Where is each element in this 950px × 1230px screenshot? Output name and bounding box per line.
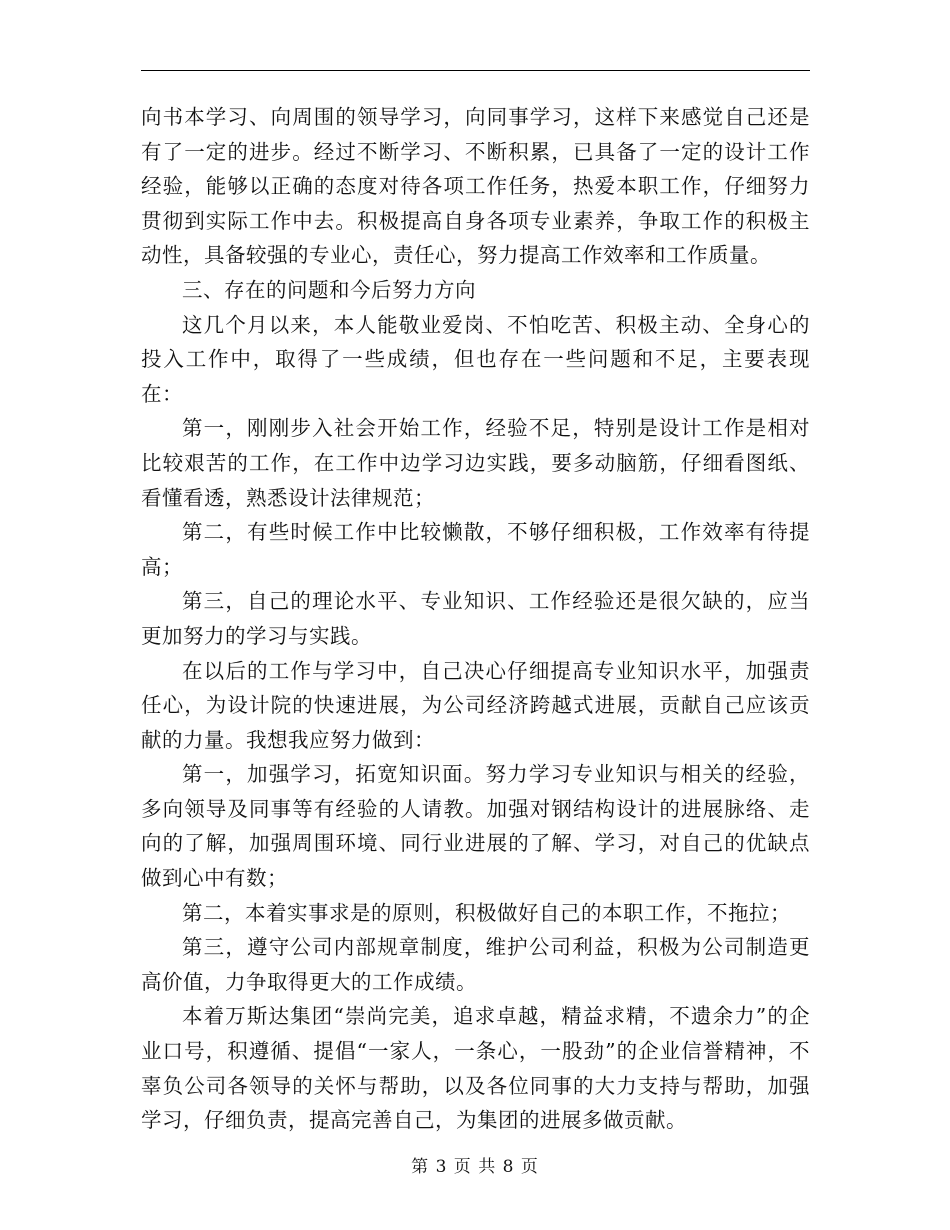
paragraph-8: 第一，加强学习，拓宽知识面。努力学习专业知识与相关的经验，多向领导及同事等有经验的人请教。加强对钢结构设计的进展脉络、走向的了解，加强周围环境、同行业进展的了解、学习，对自己的优缺点做到心中有数； [141,762,810,891]
document-body [141,100,810,1138]
paragraph-5: 第二，有些时候工作中比较懒散，不够仔细积极，工作效率有待提高； [141,520,810,579]
paragraph-9: 第二，本着实事求是的原则，积极做好自己的本职工作，不拖拉； [182,900,791,925]
paragraph-7: 在以后的工作与学习中，自己决心仔细提高专业知识水平，加强责任心，为设计院的快速进展，为公司经济跨越式进展，贡献自己应该贡献的力量。我想我应努力做到： [141,658,810,752]
paragraph-11: 本着万斯达集团“崇尚完美，追求卓越，精益求精，不遗余力”的企业口号，积遵循、提倡“一家人，一条心，一股劲”的企业信誉精神，不辜负公司各领导的关怀与帮助，以及各位同事的大力支持与帮助，加强学习，仔细负责，提高完善自己，为集团的进展多做贡献。 [141,1004,810,1133]
paragraph-4: 第一，刚刚步入社会开始工作，经验不足，特别是设计工作是相对比较艰苦的工作，在工作中边学习边实践，要多动脑筋，仔细看图纸、看懂看透，熟悉设计法律规范； [141,416,810,510]
paragraph-6: 第三，自己的理论水平、专业知识、工作经验还是很欠缺的，应当更加努力的学习与实践。 [141,589,810,648]
paragraph-10: 第三，遵守公司内部规章制度，维护公司利益，积极为公司制造更高价值，力争取得更大的工作成绩。 [141,935,810,994]
header-rule [141,70,810,71]
paragraph-3: 这几个月以来，本人能敬业爱岗、不怕吃苦、积极主动、全身心的投入工作中，取得了一些成绩，但也存在一些问题和不足，主要表现在： [141,312,810,406]
section-heading-3: 三、存在的问题和今后努力方向 [182,277,476,302]
paragraph-1: 向书本学习、向周围的领导学习，向同事学习，这样下来感觉自己还是有了一定的进步。经过不断学习、不断积累，已具备了一定的设计工作经验，能够以正确的态度对待各项工作任务，热爱本职工作，仔细努力贯彻到实际工作中去。积极提高自身各项专业素养，争取工作的积极主动性，具备较强的专业心，责任心，努力提高工作效率和工作质量。 [141,105,810,268]
page-footer: 第 3 页 共 8 页 [411,1157,539,1177]
